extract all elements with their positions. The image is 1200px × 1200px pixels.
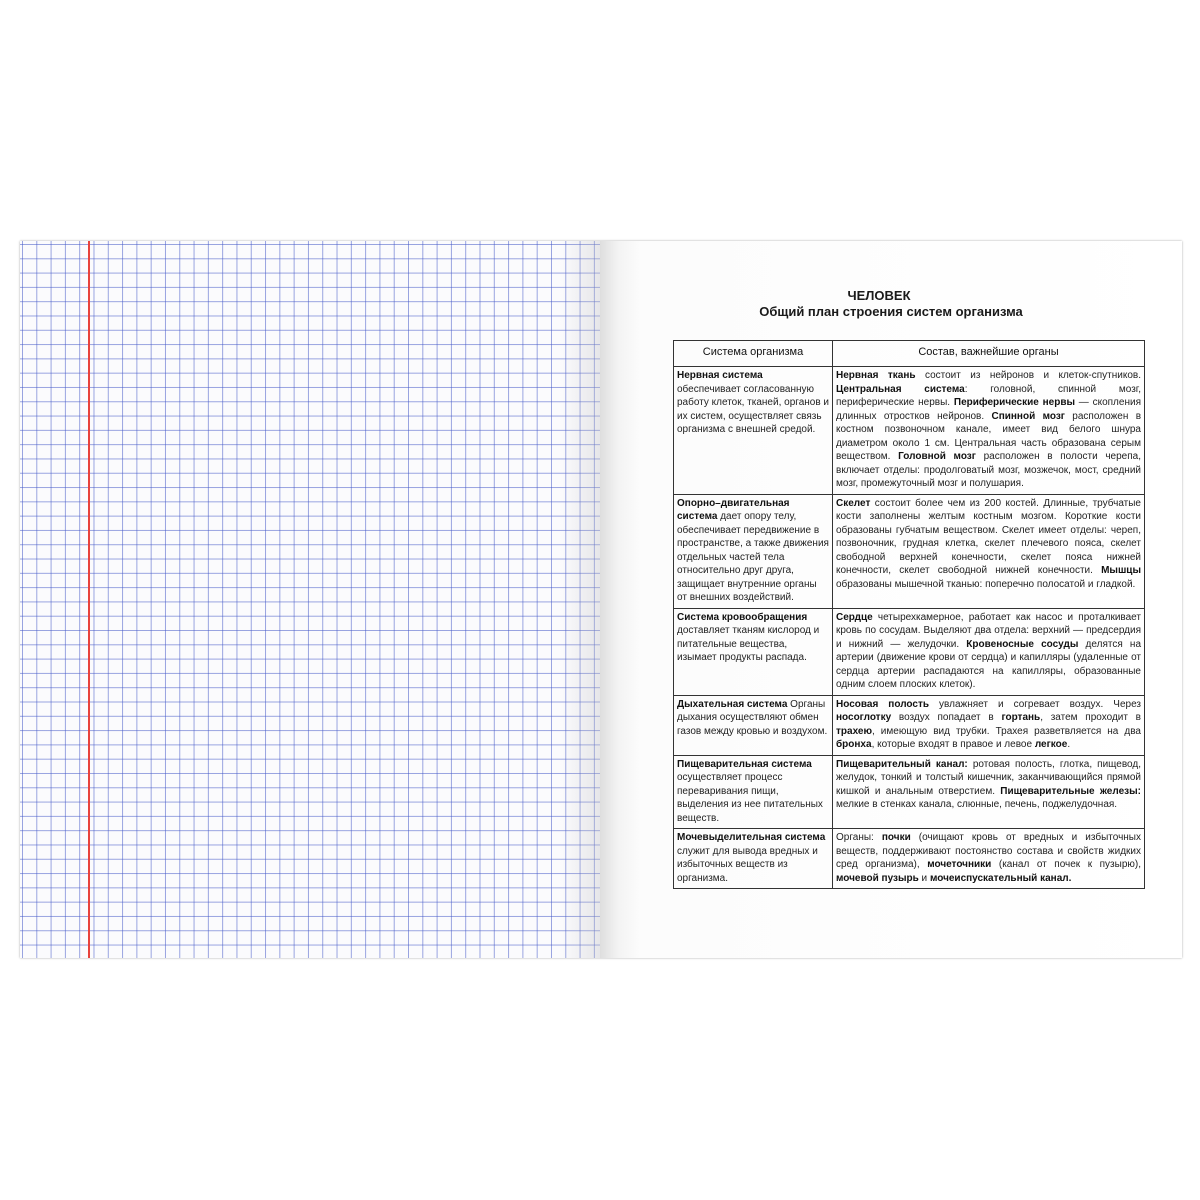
- system-name: Дыхательная система: [677, 698, 788, 710]
- column-header: Система организма: [674, 341, 833, 367]
- key-term: бронха: [836, 739, 872, 750]
- composition-text: состоит более чем из 200 костей. Длинные, трубчатые кости заполнены желтым костным мозгом. Короткие кости образованы губчатым веществом. Скелет имеет отделы: череп, позвоночник, грудная клетка, скелет плечевого пояса, скелет свободной верхней конечности, скелет пояса нижней конечности, скелет свободной нижней конечности.: [836, 497, 1141, 576]
- key-term: легкое: [1034, 739, 1068, 750]
- composition-text: ротовая полость, глотка, пищевод, желудок, тонкий и толстый кишечник, заканчивающийся прямой кишкой и анальным отверстием.: [836, 758, 1141, 797]
- table-row: [674, 755, 1145, 829]
- key-term: Сердце: [836, 611, 873, 623]
- composition-text: состоит из нейронов и клеток-спутников.: [915, 370, 1141, 381]
- table-header-row: [674, 341, 1145, 367]
- system-description: дает опору телу, обеспечивает передвижение в пространстве, а также движения отдельных частей тела относительно друг друга, защищает внутренние органы от внешних воздействий.: [677, 511, 829, 603]
- system-cell: [674, 494, 833, 608]
- key-term: гортань: [1001, 712, 1041, 723]
- system-name: Нервная система: [677, 370, 763, 381]
- composition-cell: [833, 829, 1145, 889]
- composition-text: : головной, спинной мозг, периферические нервы.: [836, 383, 1141, 408]
- composition-text: , имеющую вид трубки. Трахея разветвляется на два: [871, 725, 1141, 737]
- composition-cell: [833, 367, 1145, 495]
- system-cell: [674, 367, 833, 495]
- composition-text: , которые входят в правое и левое: [871, 739, 1035, 750]
- composition-cell: [833, 494, 1145, 608]
- table-row: [674, 608, 1145, 695]
- key-term: трахею: [836, 725, 872, 737]
- composition-text: (очищают кровь от вредных и избыточных веществ, поддерживают постоянство состава и свойств жидких сред организма),: [836, 832, 1141, 870]
- key-term: Пищеварительный канал:: [836, 758, 968, 770]
- system-cell: [674, 608, 833, 695]
- key-term: Кровеносные сосуды: [966, 638, 1079, 650]
- key-term: мочевой пузырь: [836, 872, 919, 884]
- table-row: [674, 695, 1145, 755]
- key-term: носоглотку: [836, 712, 892, 723]
- composition-cell: [833, 695, 1145, 755]
- system-cell: [674, 695, 833, 755]
- key-term: почки: [881, 832, 911, 843]
- system-description: обеспечивает согласованную работу клеток, тканей, органов и их систем, осуществляет связь организма с внешней средой.: [677, 383, 830, 435]
- composition-text: и: [918, 872, 930, 884]
- composition-text: образованы мышечной тканью: поперечно полосатой и гладкой.: [836, 578, 1136, 590]
- column-header: Состав, важнейшие органы: [833, 341, 1145, 367]
- key-term: Нервная ткань: [836, 370, 916, 381]
- key-term: Мышцы: [1101, 565, 1141, 576]
- organ-systems-table: [673, 340, 1145, 889]
- system-description: осуществляет процесс переваривания пищи, выделения из нее питательных веществ.: [677, 772, 823, 824]
- table-row: [674, 367, 1145, 495]
- composition-text: — скопления длинных отростков нейронов.: [836, 397, 1141, 422]
- composition-text: Органы:: [836, 832, 882, 843]
- composition-text: воздух попадает в: [891, 712, 1002, 723]
- system-name: Мочевыделительная система: [677, 832, 826, 843]
- system-cell: [674, 755, 833, 829]
- composition-text: , затем проходит в: [1040, 712, 1141, 723]
- page-title: ЧЕЛОВЕК: [847, 288, 911, 303]
- key-term: мочеиспускательный канал.: [929, 872, 1072, 884]
- system-description: служит для вывода вредных и избыточных веществ из организма.: [677, 845, 818, 884]
- composition-text: (канал от почек к пузырю),: [991, 859, 1141, 870]
- margin-line: [88, 241, 90, 958]
- system-name: Опорно–двигательная система: [677, 497, 790, 522]
- key-term: Носовая полость: [836, 698, 930, 710]
- open-notebook: [20, 241, 1182, 958]
- composition-text: делятся на артерии (движение крови от сердца) и капилляры (удаленные от сердца артерии распадаются на капилляры, образованные одним слоем плоских клеток).: [836, 638, 1142, 690]
- system-cell: [674, 829, 833, 889]
- key-term: Скелет: [836, 497, 871, 509]
- system-name: Система кровообращения: [677, 611, 808, 623]
- system-description: доставляет тканям кислород и питательные вещества, изымает продукты распада.: [677, 625, 820, 663]
- composition-text: четырехкамерное, работает как насос и проталкивает кровь по сосудам. Выделяют два отдела: верхний — предсердия и нижний — желудочки.: [836, 611, 1141, 650]
- system-description: Органы дыхания осуществляют обмен газов между кровью и воздухом.: [677, 698, 828, 737]
- grid-page: [20, 241, 600, 958]
- key-term: Спинной мозг: [991, 410, 1065, 422]
- key-term: Центральная система: [836, 383, 965, 395]
- composition-text: .: [1067, 739, 1071, 750]
- composition-text: мелкие в стенках канала, слюнные, печень, поджелудочная.: [836, 799, 1118, 810]
- page-subtitle: Общий план строения систем организма: [759, 304, 1023, 319]
- composition-cell: [833, 755, 1145, 829]
- info-page: [600, 241, 1182, 958]
- table-row: [674, 494, 1145, 608]
- composition-text: расположен в костном позвоночном канале, имеет вид белого шнура диаметром около 1 см. Центральная часть образована серым веществом.: [836, 410, 1142, 462]
- key-term: Головной мозг: [898, 451, 976, 462]
- composition-text: расположен в полости черепа, включает отделы: продолговатый мозг, мозжечок, мост, средний мозг, промежуточный мозг и полушария.: [836, 451, 1141, 489]
- table-row: [674, 829, 1145, 889]
- composition-cell: [833, 608, 1145, 695]
- key-term: Периферические нервы: [953, 397, 1076, 408]
- system-name: Пищеварительная система: [677, 758, 812, 770]
- key-term: Пищеварительные железы:: [1000, 785, 1141, 797]
- key-term: мочеточники: [927, 859, 992, 870]
- composition-text: увлажняет и согревает воздух. Через: [929, 698, 1141, 710]
